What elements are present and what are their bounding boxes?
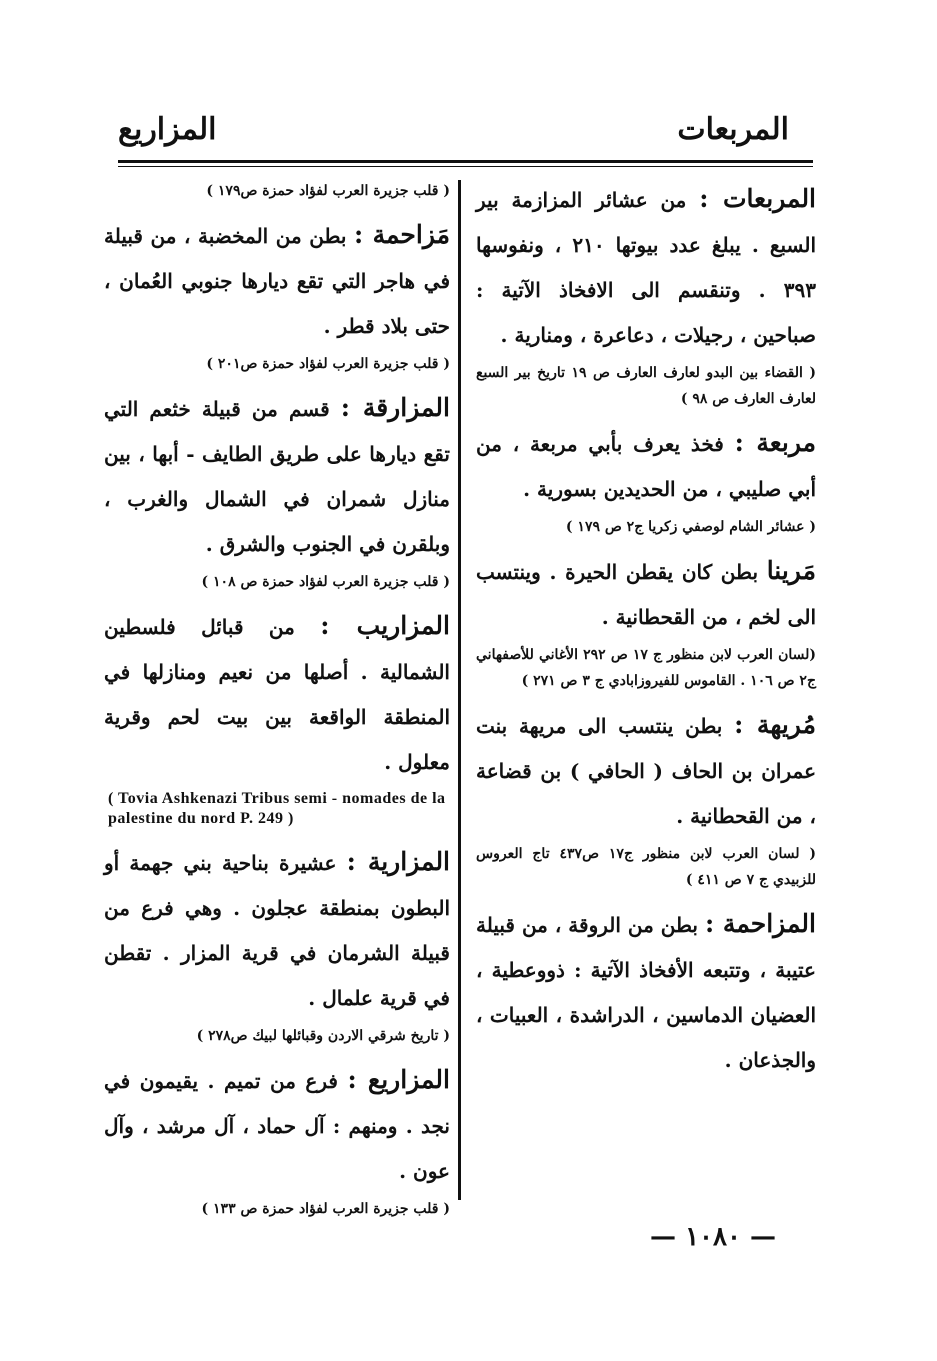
entry bbox=[476, 901, 816, 1083]
entry-term: المزاحمة : bbox=[704, 909, 816, 938]
header-rule-thin bbox=[118, 166, 813, 167]
entry-source: ( قلب جزيرة العرب لفؤاد حمزة ص ١٠٨ ) bbox=[201, 574, 450, 590]
header-rule bbox=[118, 160, 813, 163]
entry-term: مربعة : bbox=[734, 428, 816, 457]
entry-term: مَرينا bbox=[766, 556, 816, 585]
entry-source: ( عشائر الشام لوصفي زكريا ج٢ ص ١٧٩ ) bbox=[565, 519, 816, 535]
entry bbox=[104, 385, 450, 595]
entry-text: فخذ يعرف بأبي مربعة ، من أبي صليبي ، من الحديدين بسورية . bbox=[476, 432, 816, 501]
entry-source: ( القضاء بين البدو لعارف العارف ص ١٩ تاريخ بير السبع لعارف العارف ص ٩٨ ) bbox=[476, 365, 816, 407]
entry-text: بطن من الروقة ، من قبيلة عتيبة ، وتتبعه الأفخاذ الآتية : ذووعطية ، العضيان الدماسين ، الدراشدة ، العبيات ، والجذعان . bbox=[476, 913, 816, 1072]
left-column bbox=[104, 176, 450, 1230]
entry-text: عشيرة بناحية بني جهمة أو البطون بمنطقة عجلون . وهي فرع من قبيلة الشرمان في قرية المزار . تقطن في قرية علمال . bbox=[104, 851, 450, 1010]
entry-term: مُريهة : bbox=[734, 710, 816, 739]
entry-term: المزارقة : bbox=[340, 393, 450, 422]
entry-source: (لسان العرب لابن منظور ج ١٧ ص ٢٩٢ الأغاني للأصفهاني ج٢ ص ١٠٦ . القاموس للفيروزابادي ج ٣ ص ٢٧١ ) bbox=[476, 647, 816, 689]
entry-text: فرع من تميم . يقيمون في نجد . ومنهم : آل حماد ، آل مرشد ، وآل عون . bbox=[104, 1069, 450, 1183]
entry-term: المزاريع : bbox=[347, 1065, 450, 1094]
header-left-title: المزاريع bbox=[118, 112, 217, 147]
entry bbox=[104, 1057, 450, 1222]
entry bbox=[104, 212, 450, 377]
entry-term: المربعات : bbox=[699, 184, 817, 213]
header-right-title: المربعات bbox=[677, 112, 789, 147]
entry-text: قسم من قبيلة خثعم التي تقع ديارها على طريق الطايف - أبها ، بين منازل شمران في الشمال والغرب ، وبلقرن في الجنوب والشرق . bbox=[104, 397, 450, 556]
entry-source: ( قلب جزيرة العرب لفؤاد حمزة ص ١٣٣ ) bbox=[201, 1201, 450, 1217]
right-column bbox=[476, 176, 816, 1083]
entry-source: ( لسان العرب لابن منظور ج١٧ ص٤٣٧ تاج العروس للزبيدي ج ٧ ص ٤١١ ) bbox=[476, 846, 816, 888]
entry bbox=[104, 839, 450, 1049]
entry-text: بطن من المخضبة ، من قبيلة في هاجر التي تقع ديارها جنوبي العُمان ، حتى بلاد قطر . bbox=[104, 224, 450, 338]
entry-source: ( قلب جزيرة العرب لفؤاد حمزة ص٢٠١ ) bbox=[206, 356, 450, 372]
entry-text: بطن ينتسب الى مريهة بنت عمران بن الحاف ( الحافي ) بن قضاعة ، من القحطانية . bbox=[476, 714, 816, 828]
entry-term: مَزاحمة : bbox=[354, 220, 451, 249]
entry-source-latin: ( Tovia Ashkenazi Tribus semi - nomades de la palestine du nord P. 249 ) bbox=[108, 790, 446, 827]
entry bbox=[476, 548, 816, 694]
entry-source: ( تاريخ شرقي الاردن وقبائلها لبيك ص٢٧٨ ) bbox=[196, 1028, 450, 1044]
entry-term: المزاريب : bbox=[320, 611, 450, 640]
entry-source: ( قلب جزيرة العرب لفؤاد حمزة ص١٧٩ ) bbox=[206, 183, 450, 199]
entry bbox=[104, 603, 450, 829]
entry bbox=[476, 702, 816, 893]
entry-text: من عشائر المزازمة بير السبع . يبلغ عدد بيوتها ٢١٠ ، ونفوسها ٣٩٣ . وتنقسم الى الافخاذ الآتية : صباحين ، رجيلات ، دعاعرة ، ومنارية . bbox=[476, 188, 817, 347]
entry bbox=[476, 420, 816, 540]
entry-term: المزارية : bbox=[346, 847, 451, 876]
entry-text: من قبائل فلسطين الشمالية . أصلها من نعيم ومنازلها في المنطقة الواقعة بين بيت لحم وقرية معلول . bbox=[104, 615, 450, 774]
entry bbox=[476, 176, 816, 412]
entry-text: بطن كان يقطن الحيرة . وينتسب الى لخم ، من القحطانية . bbox=[476, 560, 816, 629]
column-divider bbox=[458, 180, 461, 1200]
page-number: — ١٠٨٠ — bbox=[650, 1222, 776, 1252]
